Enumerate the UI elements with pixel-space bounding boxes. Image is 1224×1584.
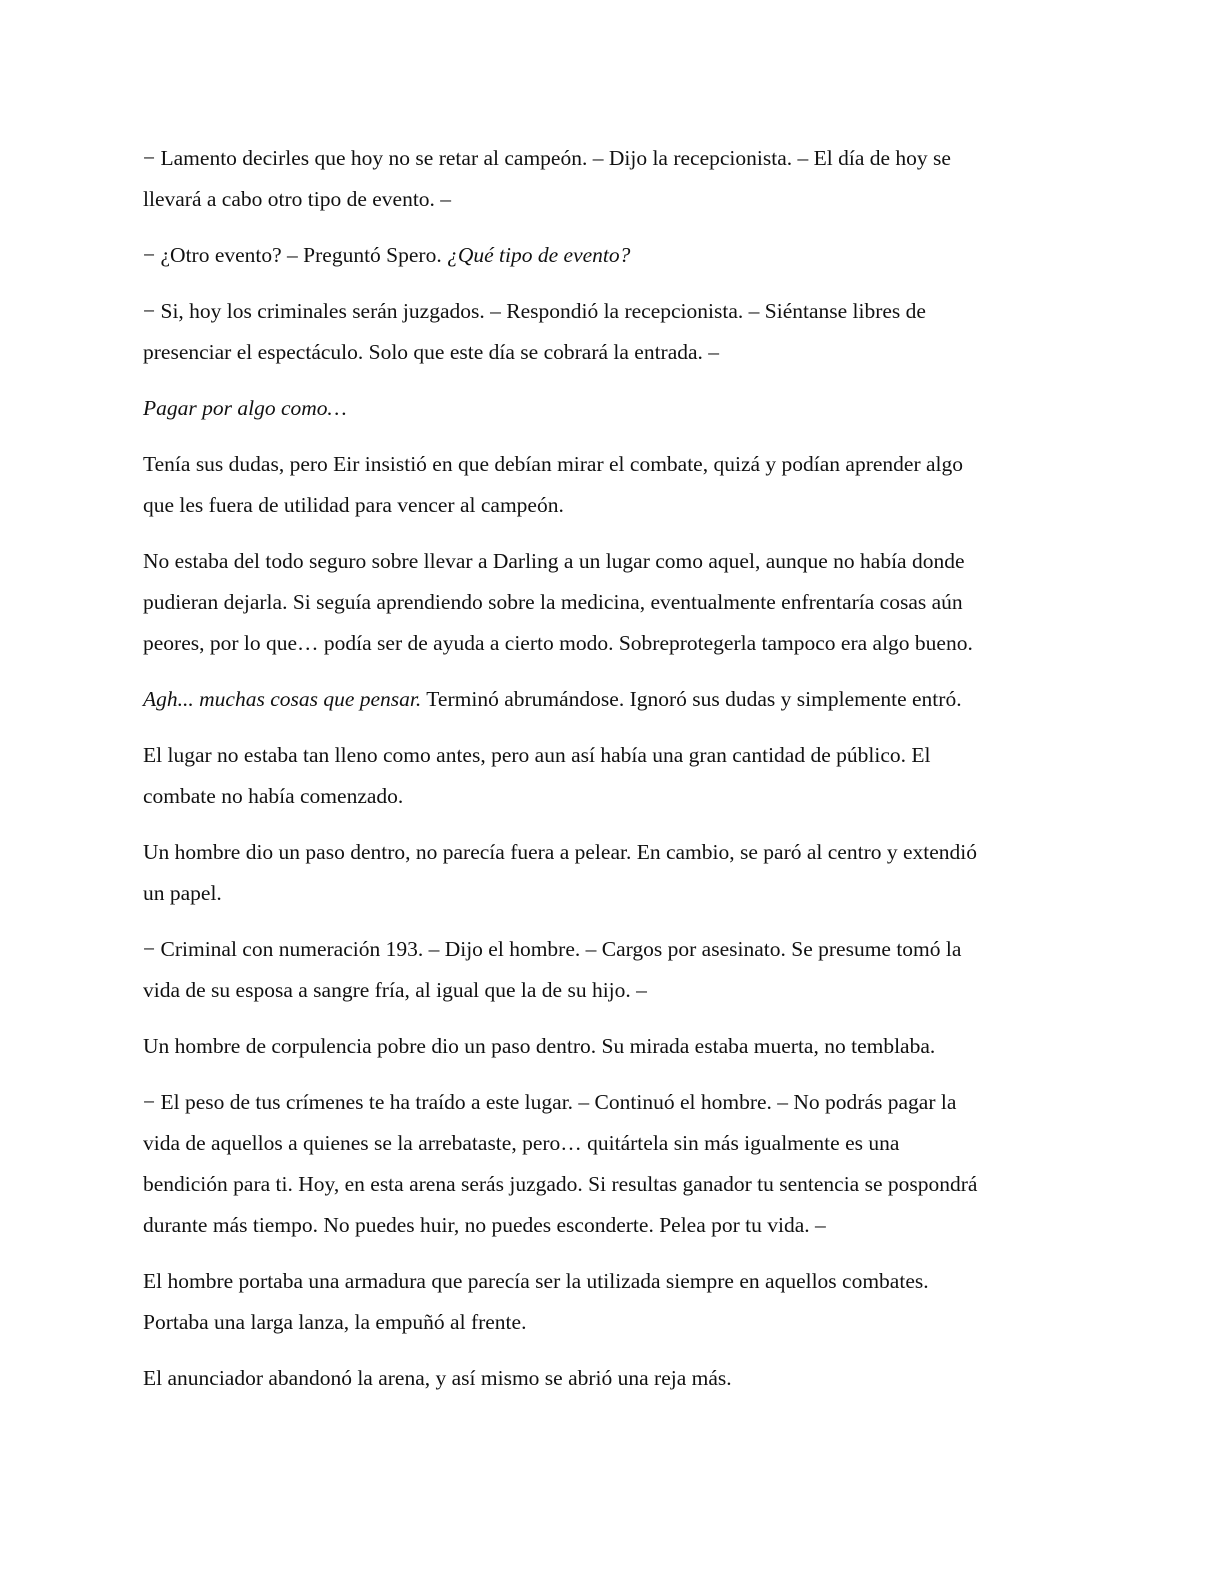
text-line xyxy=(143,235,1083,276)
text-segment: − ¿Otro evento? – Preguntó Spero. xyxy=(143,243,448,267)
text-segment: Terminó abrumándose. Ignoró sus dudas y simplemente entró. xyxy=(421,687,962,711)
text-line: peores, por lo que… podía ser de ayuda a cierto modo. Sobreprotegerla tampoco era algo bueno. xyxy=(143,631,973,655)
paragraph-13 xyxy=(143,1261,1083,1343)
text-line: Portaba una larga lanza, la empuñó al frente. xyxy=(143,1310,527,1334)
paragraph-10 xyxy=(143,929,1083,1011)
text-line: Tenía sus dudas, pero Eir insistió en que debían mirar el combate, quizá y podían aprender algo xyxy=(143,452,964,476)
italic-thought: Pagar por algo como… xyxy=(143,396,347,420)
document-body xyxy=(143,138,1083,1414)
text-line: llevará a cabo otro tipo de evento. – xyxy=(143,187,452,211)
text-line: − Si, hoy los criminales serán juzgados. – Respondió la recepcionista. – Siéntanse libres de xyxy=(143,299,926,323)
paragraph-9 xyxy=(143,832,1083,914)
paragraph-12 xyxy=(143,1082,1083,1246)
text-line: No estaba del todo seguro sobre llevar a Darling a un lugar como aquel, aunque no había donde xyxy=(143,549,965,573)
text-line: pudieran dejarla. Si seguía aprendiendo sobre la medicina, eventualmente enfrentaría cosas aún xyxy=(143,590,963,614)
paragraph-14 xyxy=(143,1358,1083,1399)
text-line: − Criminal con numeración 193. – Dijo el hombre. – Cargos por asesinato. Se presume tomó la xyxy=(143,937,962,961)
text-line: Un hombre dio un paso dentro, no parecía fuera a pelear. En cambio, se paró al centro y extendió xyxy=(143,840,978,864)
text-line: El hombre portaba una armadura que parecía ser la utilizada siempre en aquellos combates. xyxy=(143,1269,929,1293)
italic-thought: ¿Qué tipo de evento? xyxy=(447,243,631,267)
text-line: un papel. xyxy=(143,881,222,905)
paragraph-8 xyxy=(143,735,1083,817)
paragraph-7 xyxy=(143,679,1083,720)
text-line: vida de su esposa a sangre fría, al igual que la de su hijo. – xyxy=(143,978,647,1002)
text-line: El lugar no estaba tan lleno como antes, pero aun así había una gran cantidad de público. El xyxy=(143,743,931,767)
paragraph-5 xyxy=(143,444,1083,526)
paragraph-11 xyxy=(143,1026,1083,1067)
text-line: que les fuera de utilidad para vencer al campeón. xyxy=(143,493,564,517)
italic-thought: Agh... muchas cosas que pensar. xyxy=(143,687,422,711)
text-line: durante más tiempo. No puedes huir, no puedes esconderte. Pelea por tu vida. – xyxy=(143,1213,826,1237)
text-line: − Lamento decirles que hoy no se retar al campeón. – Dijo la recepcionista. – El día de hoy se xyxy=(143,146,951,170)
text-line: Un hombre de corpulencia pobre dio un paso dentro. Su mirada estaba muerta, no temblaba. xyxy=(143,1034,936,1058)
paragraph-3 xyxy=(143,291,1083,373)
paragraph-1 xyxy=(143,138,1083,220)
text-line: − El peso de tus crímenes te ha traído a este lugar. – Continuó el hombre. – No podrás pagar la xyxy=(143,1090,957,1114)
text-line xyxy=(143,679,1083,720)
text-line: combate no había comenzado. xyxy=(143,784,404,808)
text-line: vida de aquellos a quienes se la arrebataste, pero… quitártela sin más igualmente es una xyxy=(143,1131,900,1155)
paragraph-4 xyxy=(143,388,1083,429)
paragraph-6 xyxy=(143,541,1083,664)
text-line: El anunciador abandonó la arena, y así mismo se abrió una reja más. xyxy=(143,1366,732,1390)
text-line: presenciar el espectáculo. Solo que este día se cobrará la entrada. – xyxy=(143,340,720,364)
paragraph-2 xyxy=(143,235,1083,276)
text-line: bendición para ti. Hoy, en esta arena serás juzgado. Si resultas ganador tu sentencia se pospondrá xyxy=(143,1172,978,1196)
